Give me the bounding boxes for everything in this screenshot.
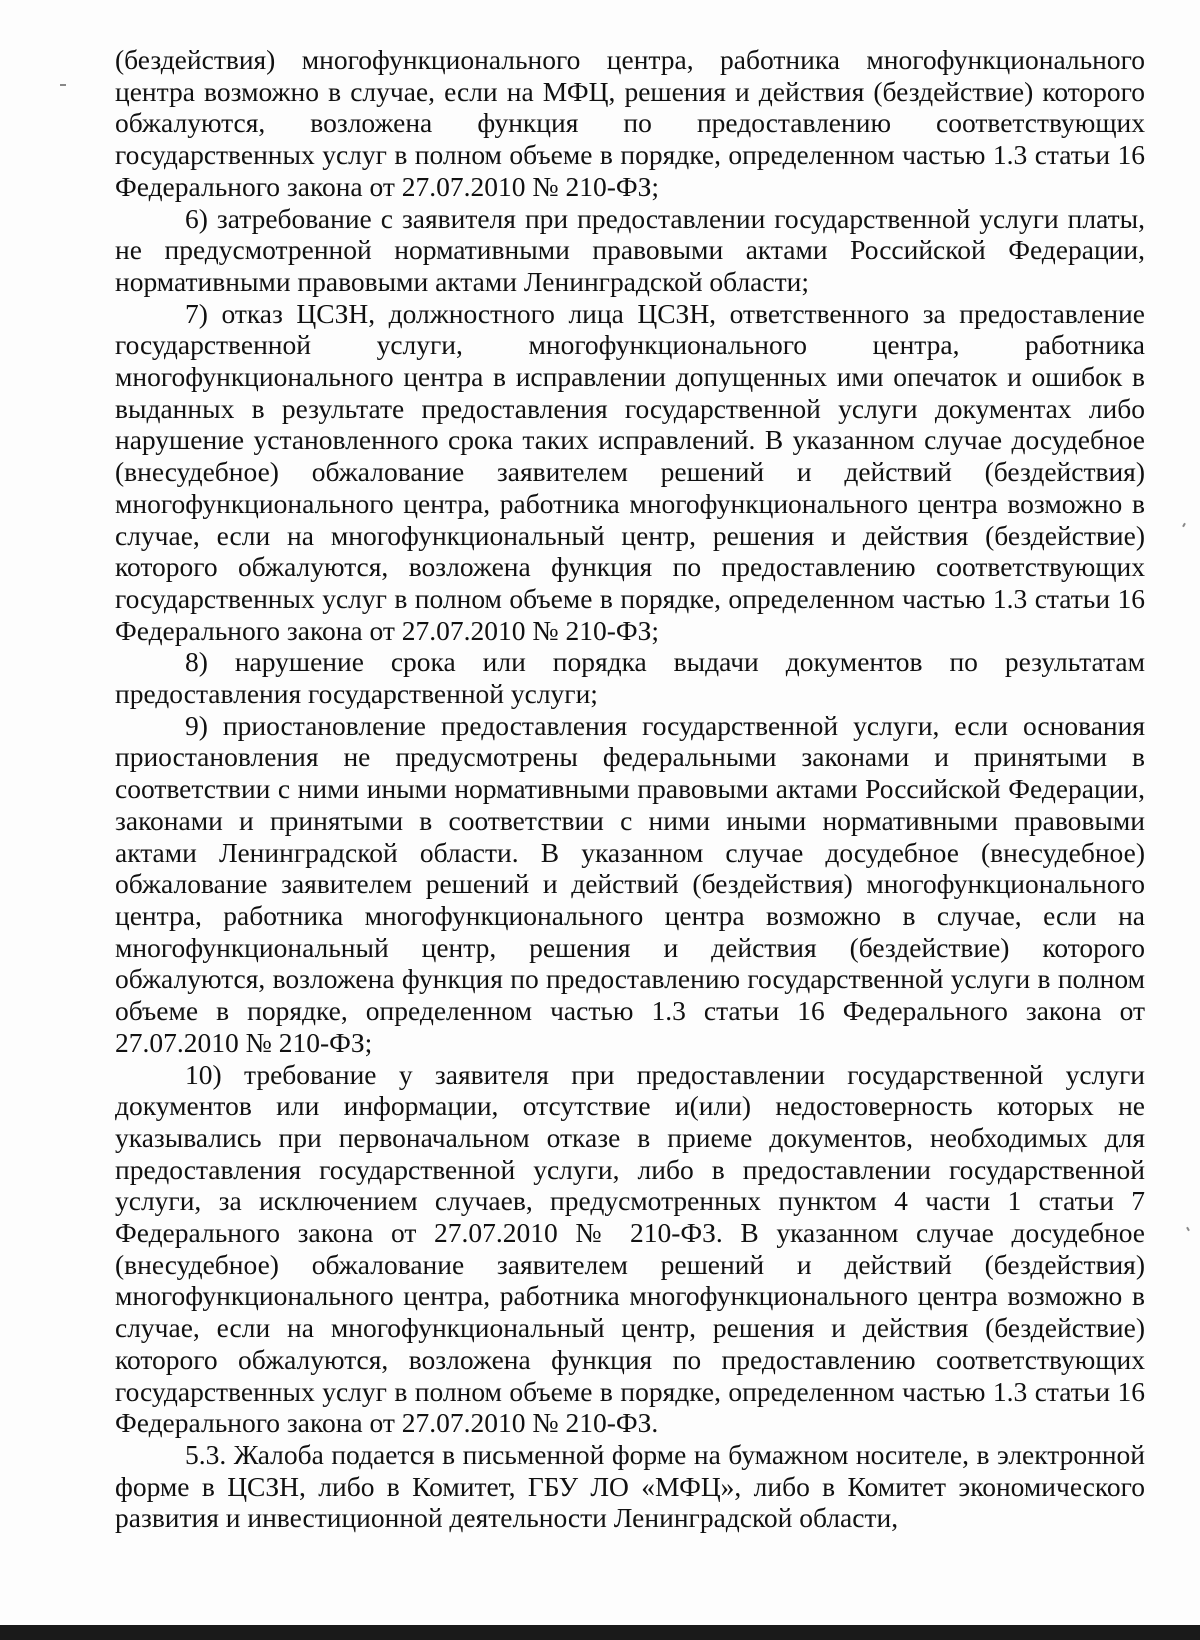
scan-speck: [1182, 523, 1186, 527]
scan-speck: [60, 84, 66, 86]
paragraph-item-7: 7) отказ ЦСЗН, должностного лица ЦСЗН, ответственного за предоставление государственной услуги, многофункционального центра, работника многофункционального центра в исправлении допущенных ими опечаток и ошибок в выданных в результате предоставления государственной услуги документах либо нарушение установленного срока таких исправлений. В указанном случае досудебное (внесудебное) обжалование заявителем решений и действий (бездействия) многофункционального центра, работника многофункционального центра возможно в случае, если на многофункциональный центр, решения и действия (бездействие) которого обжалуются, возложена функция по предоставлению соответствующих государственных услуг в полном объеме в порядке, определенном частью 1.3 статьи 16 Федерального закона от 27.07.2010 № 210-ФЗ;: [115, 297, 1145, 646]
paragraph-item-10: 10) требование у заявителя при предоставлении государственной услуги документов или информации, отсутствие и(или) недостоверность которых не указывались при первоначальном отказе в приеме документов, необходимых для предоставления государственной услуги, либо в предоставлении государственной услуги, за исключением случаев, предусмотренных пунктом 4 части 1 статьи 7 Федерального закона от 27.07.2010 № 210-ФЗ. В указанном случае досудебное (внесудебное) обжалование заявителем решений и действий (бездействия) многофункционального центра, работника многофункционального центра возможно в случае, если на многофункциональный центр, решения и действия (бездействие) которого обжалуются, возложена функция по предоставлению соответствующих государственных услуг в полном объеме в порядке, определенном частью 1.3 статьи 16 Федерального закона от 27.07.2010 № 210-ФЗ.: [115, 1058, 1145, 1439]
scan-speck: [1186, 1227, 1190, 1231]
document-body: [115, 44, 1145, 1534]
paragraph-item-6: 6) затребование с заявителя при предоставлении государственной услуги платы, не предусмотренной нормативными правовыми актами Российской Федерации, нормативными правовыми актами Ленинградской области;: [115, 202, 1145, 297]
paragraph-item-8: 8) нарушение срока или порядка выдачи документов по результатам предоставления государственной услуги;: [115, 646, 1145, 710]
scan-bottom-edge: [0, 1625, 1200, 1640]
paragraph-section-5-3: 5.3. Жалоба подается в письменной форме на бумажном носителе, в электронной форме в ЦСЗН, либо в Комитет, ГБУ ЛО «МФЦ», либо в Комитет экономического развития и инвестиционной деятельности Ленинградской области,: [115, 1438, 1145, 1534]
paragraph-continuation: (бездействия) многофункционального центра, работника многофункционального центра возможно в случае, если на МФЦ, решения и действия (бездействие) которого обжалуются, возложена функция по предоставлению соответствующих государственных услуг в полном объеме в порядке, определенном частью 1.3 статьи 16 Федерального закона от 27.07.2010 № 210-ФЗ;: [115, 44, 1145, 202]
paragraph-item-9: 9) приостановление предоставления государственной услуги, если основания приостановления не предусмотрены федеральными законами и принятыми в соответствии с ними иными нормативными правовыми актами Российской Федерации, законами и принятыми в соответствии с ними иными нормативными правовыми актами Ленинградской области. В указанном случае досудебное (внесудебное) обжалование заявителем решений и действий (бездействия) многофункционального центра, работника многофункционального центра возможно в случае, если на многофункциональный центр, решения и действия (бездействие) которого обжалуются, возложена функция по предоставлению государственной услуги в полном объеме в порядке, определенном частью 1.3 статьи 16 Федерального закона от 27.07.2010 № 210-ФЗ;: [115, 709, 1145, 1058]
